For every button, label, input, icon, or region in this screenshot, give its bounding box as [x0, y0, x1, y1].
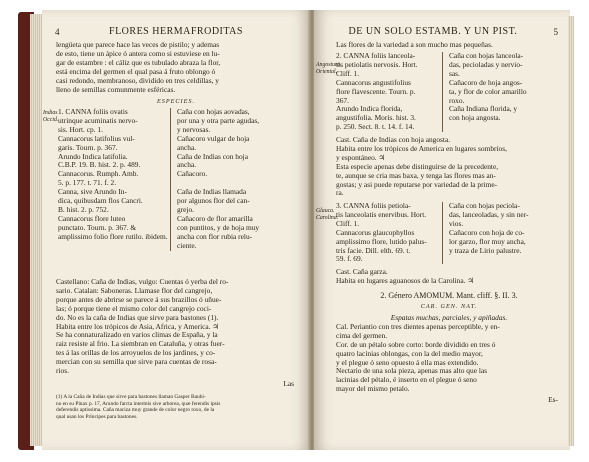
spanish-line: sas. [449, 68, 460, 78]
text-line: lengüeta que parece hace las veces de pistilo; y ademas [56, 40, 220, 49]
latin-line: amplissimo folio flore rutilo. ibidem. [58, 231, 168, 241]
text-line: Espatas muchas, parciales, y apiñadas. [390, 313, 508, 322]
latin-line: 59. f. 69. [336, 254, 363, 264]
latin-line: Cannacorus latifolius vul- [58, 133, 135, 143]
latin-line: Cannacorus glaucophyllos [336, 227, 415, 237]
latin-line: 2. CANNA foliis lanceola- [336, 51, 416, 60]
text-line: cima del germen. [336, 330, 388, 340]
text-line: do. No es la caña de Indias que sirve para bastones (1). [56, 312, 219, 322]
running-header-right: DE UN SOLO ESTAMB. Y UN PIST. [348, 26, 518, 37]
latin-line: dica, quibusdam flos Cancri. [58, 196, 143, 206]
text-line: Castellano: Caña de Indias, vulgo: Cuentas ó yerba del ro- [56, 277, 229, 286]
latin-line: Canna, sive Arundo In- [58, 187, 127, 197]
species-row [336, 229, 562, 265]
species-row [58, 170, 300, 188]
spanish-line: y nervosas. [177, 124, 211, 134]
spanish-line: Cañacoro de flor amarilla [177, 213, 253, 223]
spanish-line: lor garzo, flor muy ancha, [449, 236, 526, 246]
genus-characters [336, 314, 562, 394]
footnote-line: qual usan los Príncipes para bastones. [56, 413, 138, 420]
text-line: Esta especie apenas debe distinguirse de la precedente, [336, 161, 499, 171]
latin-line: 5. p. 177. t. 71. f. 2. [58, 178, 117, 188]
latin-line: Cliff. 1. [336, 68, 360, 78]
text-line: sario. Catalan: Saboneras. Llamase flor del cangrejo, [56, 285, 213, 295]
species-table-right-2 [336, 202, 562, 264]
text-line: de esto, tiene un ápice ó antera como si estuviese en lu- [56, 48, 220, 58]
margin-note-left: Indias Occid. [43, 110, 59, 123]
species-row [336, 105, 562, 132]
text-line: quatro lacinias oblongas, con la del medio mayor, [336, 348, 483, 358]
right-page [314, 10, 570, 450]
spanish-line: Cañacoro de hoja angos- [449, 77, 523, 87]
latin-line: p. 250. Sect. 8. t. 14. f. 14. [336, 122, 415, 132]
spanish-line: Caña con hojas lanceola- [449, 51, 524, 60]
running-header-left: FLORES HERMAFRODITAS [109, 26, 243, 37]
spanish-line: ciente. [177, 240, 197, 250]
text-line: porque antes de abrirse se parece á sus brazillos ó uñue- [56, 294, 222, 304]
latin-line: tis lanceolatis enervibus. Hort. [336, 209, 427, 219]
spanish-line: ancha con flor rubia relu- [177, 231, 253, 241]
spanish-line: y traza de Lirio palustre. [449, 245, 522, 255]
text-line: mayor del mismo petalo. [336, 384, 410, 394]
left-body [56, 278, 298, 376]
page-number-left: 4 [55, 27, 60, 37]
catchword-right: Es- [548, 395, 558, 404]
spanish-line: Caña de Indias llamada [177, 187, 247, 197]
text-line: rios. [56, 366, 69, 376]
latin-line: Arundo Indica latifolia. [58, 151, 128, 161]
latin-line: Arundo Indica florida, [336, 104, 403, 114]
latin-line: angustifolia. Moris. hist. 3. [336, 113, 416, 123]
catchword-left: Las [283, 379, 294, 388]
latin-line: 367. [336, 95, 349, 105]
latin-line: B. hist. 2. p. 752. [58, 204, 109, 214]
genus-title: 2. Género AMOMUM. Mant. cliff. §. II. 3. [380, 291, 518, 300]
latin-line: Cannacorus. Rumph. Amb. [58, 169, 139, 179]
spanish-line: das, lanceoladas, y sin ner- [449, 209, 529, 219]
spanish-line: Caña con hojas aovadas, [177, 107, 250, 116]
spanish-line: con hoja angosta. [449, 113, 501, 123]
genus-subtitle: CAR. GEN. NAT. [420, 303, 478, 310]
text-line: Habita entre los trópicos de America en lugares sombríos, [336, 143, 507, 153]
spanish-line: por una y otra parte agudas, [177, 115, 260, 125]
latin-line: utrinque acuminatis nervo- [58, 115, 138, 125]
text-line: y el plegue ó seno opuesto á ella mas extendido. [336, 357, 479, 367]
left-intro [56, 41, 296, 94]
species-row [58, 215, 300, 251]
spanish-line: Cañacoro vulgar de hoja [177, 133, 250, 143]
text-line: Cast. Caña garza. [336, 267, 388, 276]
spanish-line: Cañacoro. [177, 169, 208, 179]
text-line: gostas; y asi puede reputarse por variedad de la prime- [336, 179, 498, 189]
spanish-line: Caña con hojas peciola- [449, 201, 520, 210]
text-line: Las flores de la variedad a son mucho mas pequeñas. [336, 40, 493, 49]
text-line: Habita en lugares aguanosos de la Carolina. ♃ [336, 275, 474, 285]
footnote [56, 394, 298, 420]
spanish-line: ancha. [177, 160, 197, 170]
spanish-line: por algunos flor del can- [177, 196, 250, 206]
latin-line: 1. CANNA foliis ovatis [58, 107, 128, 116]
species-row [58, 188, 300, 215]
text-line: y espontáneo. ♃ [336, 152, 386, 162]
margin-note-right-2: Glauca. Carolina. [316, 208, 339, 221]
latin-line: tris facie. Dill. elth. 69. t. [336, 245, 411, 255]
margin-note-right-1: Angostura. Oriental. [316, 62, 342, 75]
spanish-line: das, pecioladas y nervio- [449, 59, 523, 69]
spanish-line: con puntitos, y de hoja muy [177, 222, 260, 232]
species-row [58, 153, 300, 171]
open-book [22, 10, 570, 450]
text-line: está encima del germen el qual pasa á fruto oblongo ó [56, 66, 216, 76]
text-line: Cal. Periantio con tres dientes apenas perceptible, y en- [336, 321, 500, 331]
text-line: mercian con su semilla que sirve para cuentas de rosa- [56, 357, 217, 367]
footnote-line: no en su Pinax p. 17, Arundo farcta intermis sive arborea, quæ ferendis ipsis [56, 400, 221, 407]
text-line: Cast. Caña de Indias con hoja angosta. [336, 135, 451, 144]
species-row [336, 202, 562, 229]
footnote-line: (1) A la Caña de Indias que sirve para bastones llaman Gasper Bauhi- [56, 394, 206, 400]
left-page [42, 10, 310, 450]
latin-line: Cannacorus angustifolius [336, 77, 411, 87]
species-table [58, 108, 300, 251]
latin-line: amplissimo flore, lutido palus- [336, 236, 427, 246]
text-line: Cor. de un pétalo sobre corto: borde dividido en tres ó [336, 339, 496, 349]
text-line: Se ha connaturalizado en varios climas de España, y la [56, 330, 218, 340]
right-lower-text [336, 268, 562, 286]
text-line: tes á las orillas de los arroyuelos de los jardines, y co- [56, 348, 216, 358]
species-row [58, 135, 300, 153]
text-line: ra. [336, 188, 344, 198]
species-row [336, 79, 562, 106]
latin-line: Cannacorus flore luteo [58, 213, 126, 223]
spanish-line: ancha. [177, 142, 197, 152]
footnote-line: deferendis aptissima. Caña maciza muy grande de color negro roxo, de la [56, 407, 215, 414]
page-edges-right [568, 16, 574, 446]
latin-line: Cliff. 1. [336, 218, 360, 228]
spanish-line: roxo. [449, 95, 465, 105]
latin-line: punctato. Tourn. p. 367. & [58, 222, 137, 232]
latin-line: sis. Hort. cp. 1. [58, 124, 103, 134]
text-line: lleno de semillas comunmente esféricas. [56, 84, 176, 94]
text-line: casi redondo, membranoso, dividido en tres celdillas, y [56, 75, 219, 85]
latin-line: tis petiolatis nervosis. Hort. [336, 59, 418, 69]
spanish-line: grejo. [177, 204, 195, 214]
text-line: gar de estambre : el cáliz que es tubulado abraza la flor, [56, 57, 221, 67]
text-line: las; ó porque tiene el mismo color del cangrejo coci- [56, 303, 212, 313]
species-row [58, 108, 300, 135]
species-row [336, 52, 562, 79]
text-line: te, aunque se cria mas baxa, y tenga las flores mas an- [336, 170, 496, 180]
latin-line: flore flavescente. Tourn. p. [336, 86, 416, 96]
latin-line: C.B.P. 19. B. hist. 2. p. 489. [58, 160, 141, 170]
text-line: Habita entre los trópicos de Asia, Africa, y America. ♃ [56, 321, 220, 331]
text-line: raiz resiste al frio. La siembran en Cataluña, y otras fuer- [56, 339, 225, 349]
latin-line: 3. CANNA foliis petiola- [336, 201, 411, 210]
spanish-line: vios. [449, 218, 464, 228]
latin-line: garis. Tourn. p. 367. [58, 142, 118, 152]
species-table-right-1 [336, 52, 562, 132]
section-heading: ESPECIES. [156, 98, 196, 105]
right-mid-text [336, 136, 562, 198]
spanish-line: Caña de Indias con hoja [177, 151, 249, 161]
spanish-line: Caña Indiana florida, y [449, 104, 518, 114]
spanish-line: Cañacoro con hoja de co- [449, 227, 525, 237]
text-line: lacinias del pétalo, é inserto en el plegue ó seno [336, 375, 477, 385]
text-line: Nectario de una sola pieza, apenas mas alto que las [336, 366, 488, 376]
page-number-right: 5 [553, 27, 558, 37]
spanish-line: ta, y flor de color amarillo [449, 86, 527, 96]
